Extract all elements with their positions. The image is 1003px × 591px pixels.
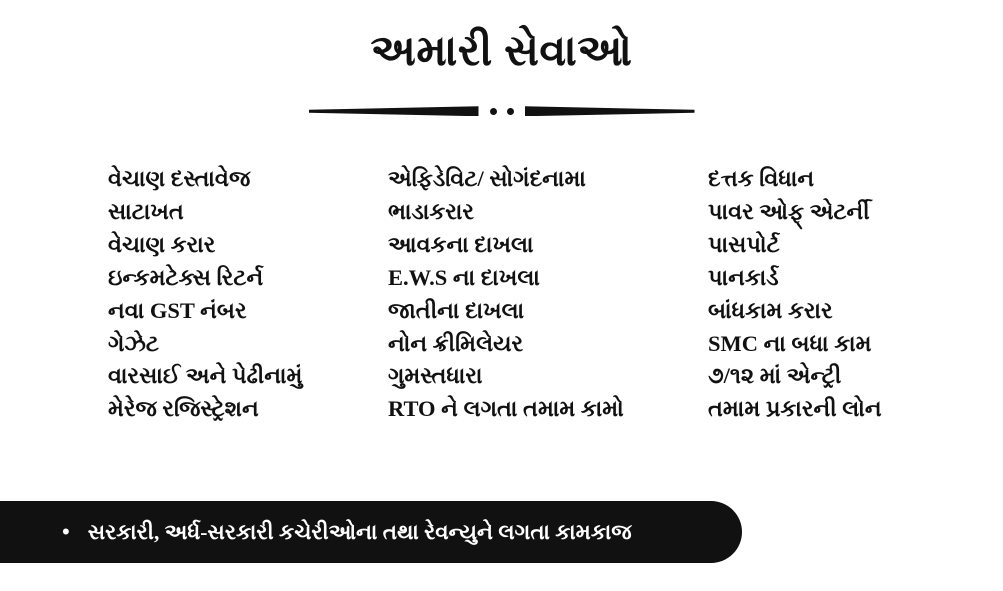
list-item: વેચાણ કરાર	[108, 231, 216, 257]
services-list-3	[708, 163, 988, 426]
list-item: ૭/૧૨ માં એન્ટ્રી	[708, 363, 842, 389]
list-item: જાતીના દાખલા	[388, 297, 525, 323]
list-item: ગેઝેટ	[108, 330, 159, 356]
list-item: નોન ક્રીમિલેયર	[388, 330, 524, 356]
footer-text: સરકારી, અર્ધ-સરકારી કચેરીઓના તથા રેવન્યુને લગતા કામકાજ	[87, 519, 632, 544]
list-item: ભાડાકરાર	[388, 199, 475, 225]
list-item: પાનકાર્ડ	[708, 264, 779, 290]
list-item: દત્તક વિધાન	[708, 166, 815, 192]
list-item: પાસપોર્ટ	[708, 231, 780, 257]
list-item: E.W.S ના દાખલા	[388, 264, 540, 290]
services-list-2	[388, 163, 708, 426]
ornamental-divider	[0, 101, 1003, 121]
divider-dot-left	[490, 108, 497, 115]
services-column-2	[388, 163, 708, 426]
list-item: મેરેજ રજિસ્ટ્રેશન	[108, 396, 259, 422]
list-item: ગુમસ્તધારા	[388, 363, 483, 389]
page-title: અમારી સેવાઓ	[370, 28, 633, 75]
services-columns	[0, 163, 1003, 426]
divider-dot-right	[507, 108, 514, 115]
list-item: ઇન્કમટેક્સ રિટર્ન	[108, 264, 264, 290]
list-item: બાંધકામ કરાર	[708, 297, 833, 323]
divider-line-left	[309, 106, 479, 116]
list-item: તમામ પ્રકારની લોન	[708, 396, 882, 422]
list-item: આવકના દાખલા	[388, 231, 534, 257]
list-item: પાવર ઓફ્ એટર્ની	[708, 199, 870, 225]
list-item: નવા GST નંબર	[108, 297, 247, 323]
list-item: એફિડેવિટ/ સોગંદનામા	[388, 166, 586, 192]
list-item: RTO ને લગતા તમામ કામો	[388, 396, 624, 422]
footer-banner	[0, 501, 742, 563]
bullet-icon: •	[62, 519, 70, 544]
list-item: વેચાણ દસ્તાવેજ	[108, 166, 251, 192]
services-column-1	[108, 163, 388, 426]
list-item: વારસાઈ અને પેઢીનામું	[108, 363, 303, 389]
list-item: સાટાખત	[108, 199, 184, 225]
divider-line-right	[525, 106, 695, 116]
list-item: SMC ના બધા કામ	[708, 330, 872, 356]
services-list-1	[108, 163, 388, 426]
services-column-3	[708, 163, 988, 426]
